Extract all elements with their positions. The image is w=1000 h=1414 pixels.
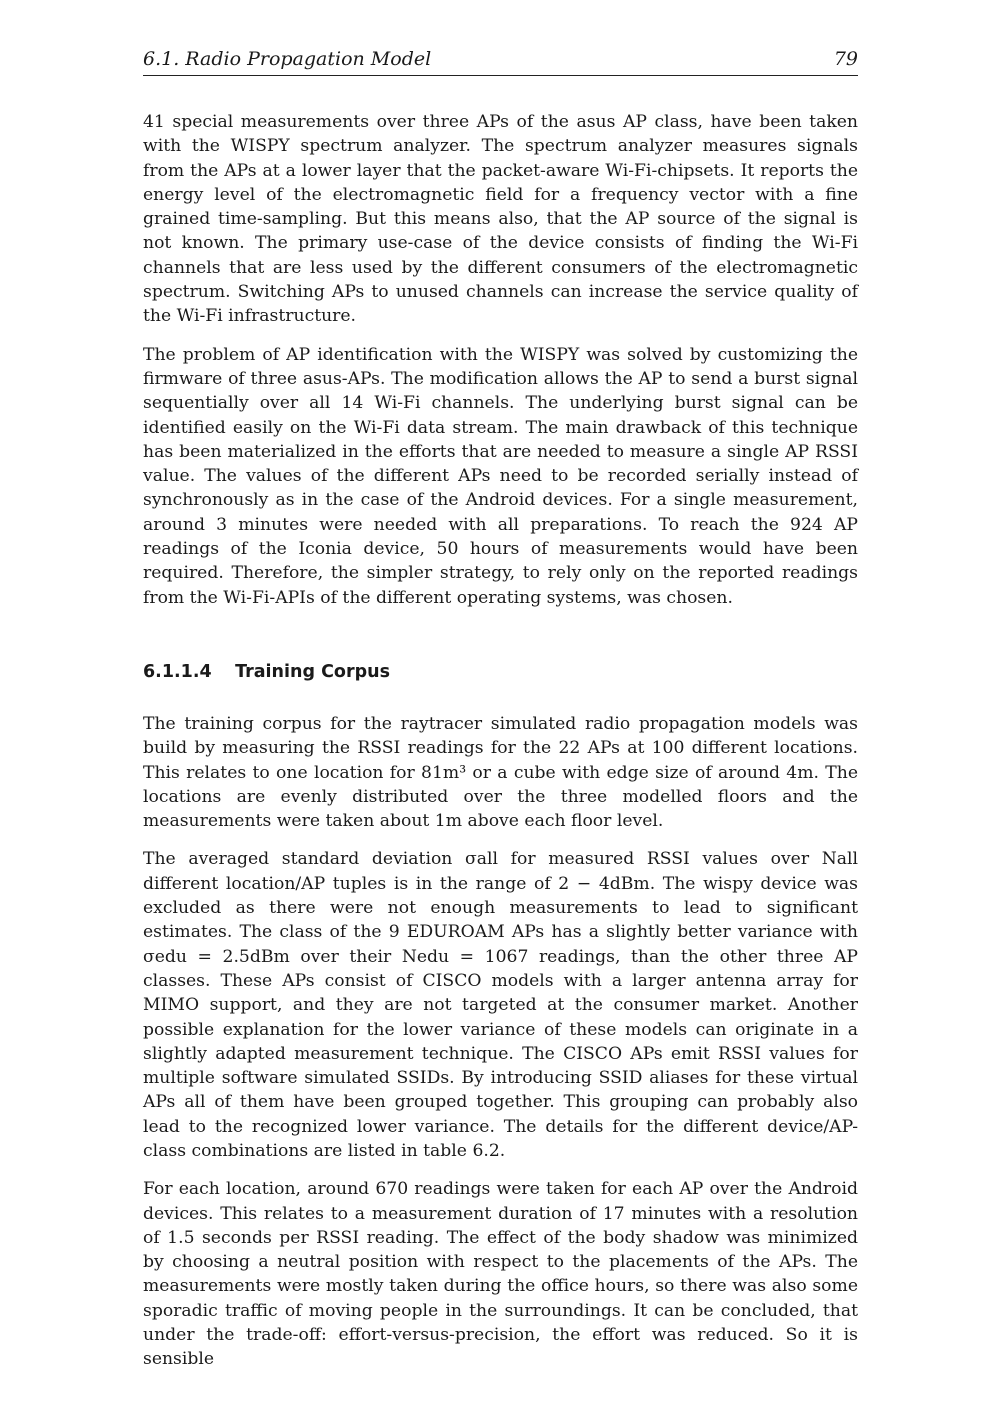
section-number: 6.1.1.4 <box>143 661 212 682</box>
header-section-title: 6.1. Radio Propagation Model <box>143 48 432 70</box>
section-heading <box>143 660 858 684</box>
paragraph-wispy-measurements: 41 special measurements over three APs of the asus AP class, have been taken with the WISPY spectrum analyzer. The spectrum analyzer measures signals from the APs at a lower layer that the packet-aware Wi-Fi-chipsets. It reports the energy level of the electromagnetic field for a frequency vector with a fine grained time-sampling. But this means also, that the AP source of the signal is not known. The primary use-case of the device consists of finding the Wi-Fi channels that are less used by the different consumers of the electromagnetic spectrum. Switching APs to unused channels can increase the service quality of the Wi-Fi infrastructure. <box>143 112 858 327</box>
page-number: 79 <box>833 48 858 70</box>
paragraph-standard-deviation: The averaged standard deviation σall for measured RSSI values over Nall different location/AP tuples is in the range of 2 − 4dBm. The wispy device was excluded as there were not enough measurements to lead to significant estimates. The class of the 9 EDUROAM APs has a slightly better variance with σedu = 2.5dBm over their Nedu = 1067 readings, than the other three AP classes. These APs consist of CISCO models with a larger antenna array for MIMO support, and they are not targeted at the consumer market. Another possible explanation for the lower variance of these models can originate in a slightly adapted measurement technique. The CISCO APs emit RSSI values for multiple software simulated SSIDs. By introducing SSID aliases for these virtual APs all of them have been grouped together. This grouping can probably also lead to the recognized lower variance. The details for the different device/AP-class combinations are listed in table 6.2. <box>143 849 858 1161</box>
section-title: Training Corpus <box>235 661 390 682</box>
running-header <box>143 46 858 76</box>
page <box>143 46 858 1386</box>
paragraph-ap-identification: The problem of AP identification with the WISPY was solved by customizing the firmware of three asus-APs. The modification allows the AP to send a burst signal sequentially over all 14 Wi-Fi channels. The underlying burst signal can be identified easily on the Wi-Fi data stream. The main drawback of this technique has been materialized in the efforts that are needed to measure a single AP RSSI value. The values of the different APs need to be recorded serially instead of synchronously as in the case of the Android devices. For a single measurement, around 3 minutes were needed with all preparations. To reach the 924 AP readings of the Iconia device, 50 hours of measurements would have been required. Therefore, the simpler strategy, to rely only on the reported readings from the Wi-Fi-APIs of the different operating systems, was chosen. <box>143 344 858 608</box>
page-body <box>143 110 858 1372</box>
paragraph-readings-per-location: For each location, around 670 readings were taken for each AP over the Android devices. This relates to a measurement duration of 17 minutes with a resolution of 1.5 seconds per RSSI reading. The effect of the body shadow was minimized by choosing a neutral position with respect to the placements of the APs. The measurements were mostly taken during the office hours, so there was also some sporadic traffic of moving people in the surroundings. It can be concluded, that under the trade-off: effort-versus-precision, the effort was reduced. So it is sensible <box>143 1179 858 1370</box>
paragraph-training-corpus: The training corpus for the raytracer simulated radio propagation models was build by measuring the RSSI readings for the 22 APs at 100 different locations. This relates to one location for 81m³ or a cube with edge size of around 4m. The locations are evenly distributed over the three modelled floors and the measurements were taken about 1m above each floor level. <box>143 713 858 832</box>
